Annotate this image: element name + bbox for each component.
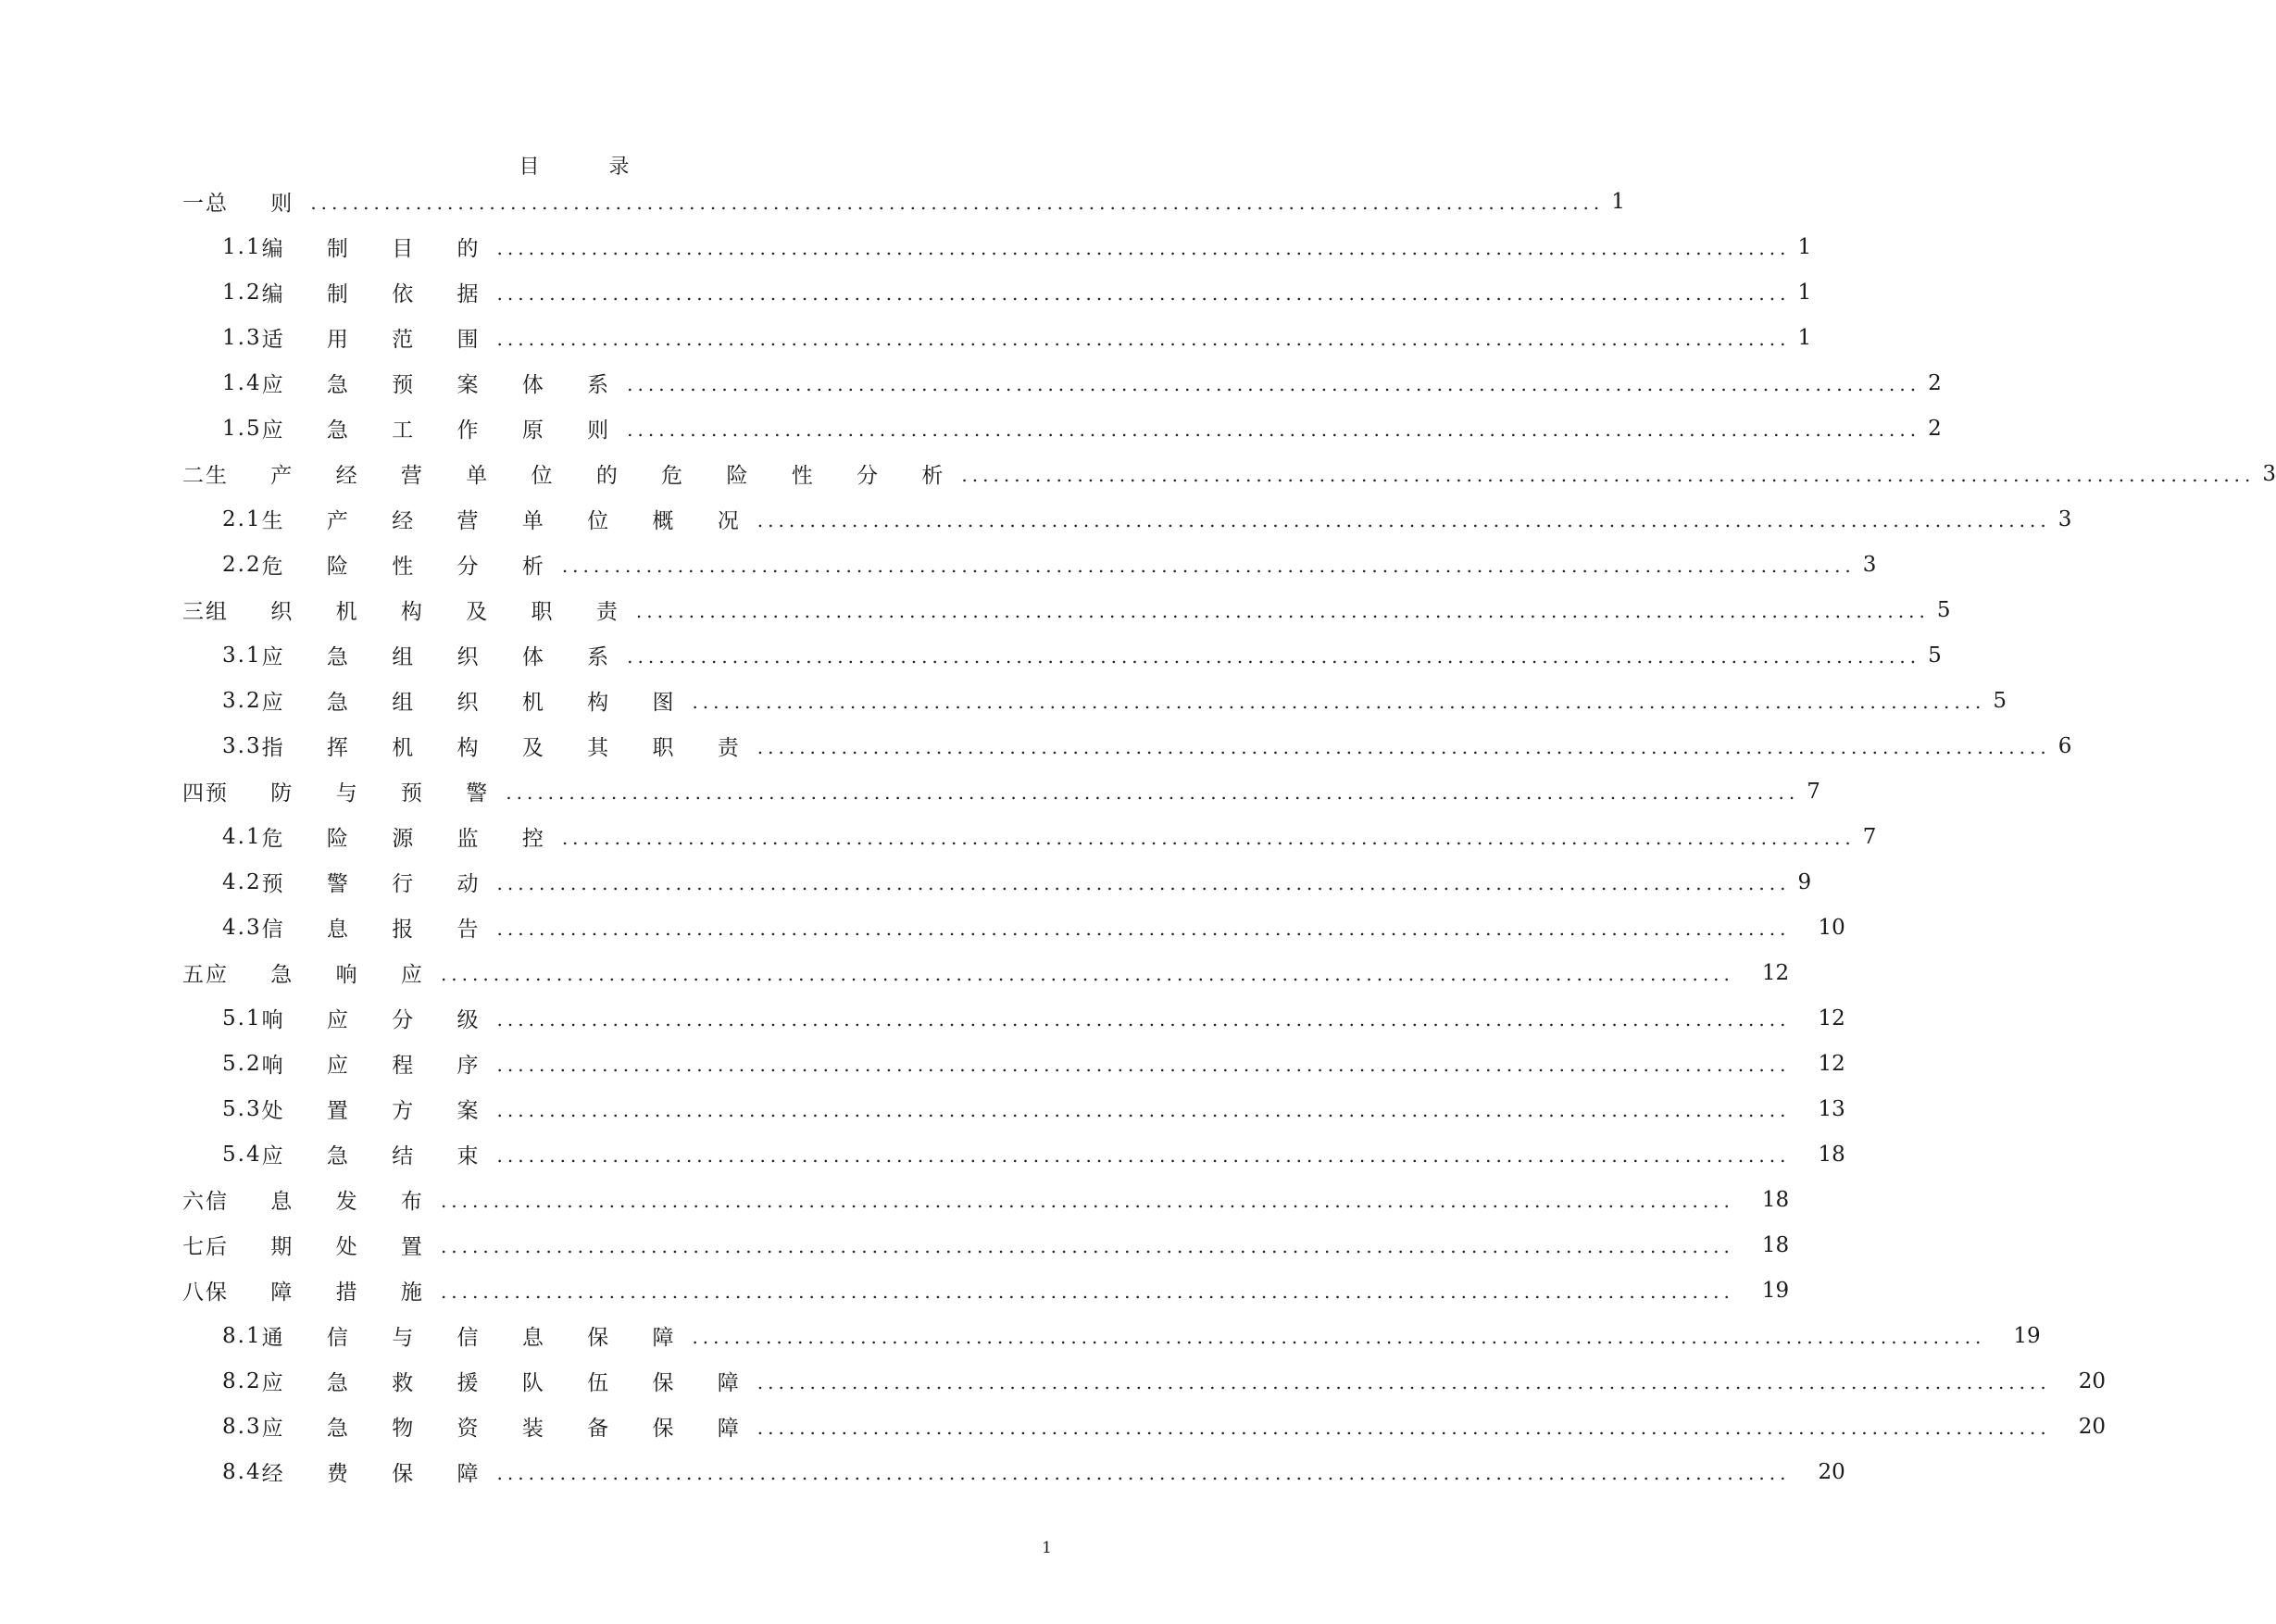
toc-entry[interactable] [0,360,1942,406]
table-of-contents [0,179,2276,1494]
toc-entry-title: 信 息 发 布 [206,1190,441,1214]
toc-entry[interactable] [0,1086,1845,1131]
toc-entry-page: 5 [1993,688,2007,713]
toc-leader-dots: ........................................................................................................................... [757,1416,2051,1439]
toc-entry-number: 1.2 [222,280,262,305]
toc-leader-dots: ........................................................................................................................... [440,962,1734,985]
toc-entry[interactable] [0,1131,1845,1177]
toc-entry[interactable] [0,768,1820,814]
toc-entry-number: 三 [182,600,206,624]
toc-entry-page: 1 [1797,234,1812,259]
toc-entry[interactable] [0,632,1942,678]
toc-leader-dots: ........................................................................................................................... [692,1325,1986,1348]
toc-leader-dots: ........................................................................................................................... [635,599,1930,622]
toc-entry-title: 响 应 分 级 [261,1008,497,1032]
toc-leader-dots: ........................................................................................................................... [496,871,1791,894]
toc-entry-page: 3 [2057,506,2072,531]
toc-entry-page: 20 [2078,1368,2107,1393]
toc-leader-dots: ........................................................................................................................... [627,372,1921,395]
toc-entry-title: 应 急 响 应 [206,963,441,987]
toc-entry-page: 5 [1928,643,1942,668]
toc-entry[interactable] [0,451,2276,496]
toc-entry-page: 12 [1818,1006,1845,1031]
toc-entry-page: 9 [1797,869,1812,894]
toc-entry-page: 12 [1761,960,1790,985]
toc-entry[interactable] [0,1449,1845,1494]
toc-entry-page: 10 [1818,915,1845,940]
toc-leader-dots: ........................................................................................................................... [757,1370,2051,1393]
toc-entry-page: 20 [2078,1414,2107,1439]
toc-leader-dots: ........................................................................................................................... [496,1143,1791,1167]
toc-entry[interactable] [0,1358,2107,1404]
toc-leader-dots: ........................................................................................................................... [757,508,2051,531]
toc-entry-title: 应 急 工 作 原 则 [261,418,628,443]
toc-entry[interactable] [0,269,1812,315]
toc-entry-page: 3 [2262,461,2276,486]
toc-entry-title: 指 挥 机 构 及 其 职 责 [261,736,757,760]
toc-entry-number: 五 [182,963,206,987]
toc-entry-title: 组 织 机 构 及 职 责 [206,600,636,624]
toc-entry-number: 一 [182,192,206,216]
toc-entry-title: 预 警 行 动 [261,872,497,896]
toc-entry-number: 4.1 [222,824,262,849]
toc-entry-number: 5.2 [222,1051,262,1076]
toc-entry[interactable] [0,1177,1790,1222]
toc-entry[interactable] [0,723,2072,768]
toc-entry-number: 1.3 [222,325,262,350]
toc-leader-dots: ........................................................................................................................... [627,418,1921,441]
toc-entry-number: 3.2 [222,688,262,713]
toc-entry-number: 1.5 [222,416,262,441]
toc-entry[interactable] [0,587,1951,632]
toc-entry-title: 响 应 程 序 [261,1054,497,1078]
toc-entry-page: 18 [1818,1142,1845,1167]
toc-entry-number: 2.1 [222,506,262,531]
toc-entry-number: 八 [182,1280,206,1305]
toc-entry-number: 2.2 [222,552,262,577]
toc-entry[interactable] [0,406,1942,451]
toc-leader-dots: ........................................................................................................................... [496,1098,1791,1121]
toc-entry-page: 7 [1862,824,1877,849]
toc-entry-title: 预 防 与 预 警 [206,781,506,806]
toc-entry-title: 通 信 与 信 息 保 障 [261,1326,693,1350]
toc-leader-dots: ........................................................................................................................... [440,1234,1734,1257]
toc-entry-number: 8.1 [222,1323,262,1348]
toc-entry-title: 应 急 物 资 装 备 保 障 [261,1417,757,1441]
toc-entry[interactable] [0,859,1812,905]
toc-entry[interactable] [0,542,1877,587]
toc-entry[interactable] [0,905,1845,950]
toc-entry-page: 7 [1807,779,1820,804]
toc-entry-page: 20 [1818,1459,1845,1484]
toc-leader-dots: ........................................................................................................................... [961,463,2256,486]
toc-leader-dots: ........................................................................................................................... [440,1189,1734,1212]
toc-entry-number: 1.4 [222,370,262,395]
toc-entry-number: 8.4 [222,1459,262,1484]
toc-entry-number: 1.1 [222,234,262,259]
toc-leader-dots: ........................................................................................................................... [506,781,1800,804]
toc-entry-title: 应 急 组 织 体 系 [261,645,628,669]
toc-entry-title: 编 制 依 据 [261,282,497,306]
toc-leader-dots: ........................................................................................................................... [496,281,1791,305]
toc-entry-title: 处 置 方 案 [261,1099,497,1123]
toc-leader-dots: ........................................................................................................................... [496,1461,1791,1484]
toc-entry-number: 8.2 [222,1368,262,1393]
toc-entry[interactable] [0,1222,1790,1268]
toc-leader-dots: ........................................................................................................................... [496,236,1791,259]
toc-entry-page: 6 [2057,733,2072,758]
toc-entry-title: 危 险 性 分 析 [261,555,562,579]
toc-entry-number: 8.3 [222,1414,262,1439]
toc-leader-dots: ........................................................................................................................... [561,826,1856,849]
toc-entry-number: 4.2 [222,869,262,894]
toc-entry[interactable] [0,995,1845,1041]
toc-entry-title: 生 产 经 营 单 位 概 况 [261,509,757,533]
toc-entry-number: 5.4 [222,1142,262,1167]
toc-entry-title: 应 急 组 织 机 构 图 [261,691,693,715]
toc-entry-page: 1 [1797,325,1812,350]
toc-entry-number: 3.1 [222,643,262,668]
toc-entry-number: 六 [182,1190,206,1214]
toc-entry[interactable] [0,315,1812,360]
toc-entry[interactable] [0,224,1812,269]
toc-entry-page: 5 [1936,597,1951,622]
toc-entry-title: 编 制 目 的 [261,237,497,261]
toc-entry-number: 四 [182,781,206,806]
toc-entry[interactable] [0,1041,1845,1086]
toc-title: 目 录 [519,156,661,179]
toc-leader-dots: ........................................................................................................................... [561,554,1856,577]
toc-entry-page: 1 [1797,280,1812,305]
toc-entry-title: 应 急 结 束 [261,1144,497,1168]
toc-entry-title: 适 用 范 围 [261,328,497,352]
toc-entry-number: 七 [182,1235,206,1259]
toc-entry-number: 二 [182,464,206,488]
toc-leader-dots: ........................................................................................................................... [627,644,1921,668]
toc-leader-dots: ........................................................................................................................... [496,1007,1791,1031]
toc-entry[interactable] [0,678,2007,723]
toc-entry-page: 2 [1928,370,1942,395]
toc-entry-title: 危 险 源 监 控 [261,827,562,851]
toc-entry-title: 经 费 保 障 [261,1462,497,1486]
toc-entry-title: 保 障 措 施 [206,1280,441,1305]
toc-entry-page: 1 [1611,189,1625,214]
toc-leader-dots: ........................................................................................................................... [496,327,1791,350]
toc-leader-dots: ........................................................................................................................... [440,1280,1734,1303]
toc-leader-dots: ........................................................................................................................... [757,735,2051,758]
page-number: 1 [1042,1539,1052,1557]
toc-entry-title: 后 期 处 置 [206,1235,441,1259]
toc-leader-dots: ........................................................................................................................... [496,917,1791,940]
toc-leader-dots: ........................................................................................................................... [692,690,1986,713]
toc-entry-page: 18 [1761,1187,1790,1212]
toc-entry[interactable] [0,496,2072,542]
toc-entry-page: 12 [1818,1051,1845,1076]
toc-leader-dots: ........................................................................................................................... [310,191,1605,214]
toc-entry-number: 3.3 [222,733,262,758]
toc-entry-page: 19 [2013,1323,2041,1348]
toc-entry[interactable] [0,950,1790,995]
toc-entry-page: 13 [1818,1096,1845,1121]
toc-entry[interactable] [0,1404,2107,1449]
toc-entry-title: 总 则 [206,192,311,216]
toc-entry-number: 5.3 [222,1096,262,1121]
toc-entry-page: 3 [1862,552,1877,577]
toc-entry-title: 应 急 预 案 体 系 [261,373,628,397]
toc-entry[interactable] [0,179,1625,224]
toc-entry-number: 5.1 [222,1006,262,1031]
toc-entry-title: 信 息 报 告 [261,918,497,942]
toc-entry-page: 18 [1761,1232,1790,1257]
toc-entry-title: 生 产 经 营 单 位 的 危 险 性 分 析 [206,464,962,488]
toc-entry-page: 19 [1761,1278,1790,1303]
toc-entry-number: 4.3 [222,915,262,940]
toc-entry-page: 2 [1928,416,1942,441]
toc-entry[interactable] [0,1313,2041,1358]
toc-entry[interactable] [0,814,1877,859]
toc-leader-dots: ........................................................................................................................... [496,1053,1791,1076]
toc-entry-title: 应 急 救 援 队 伍 保 障 [261,1371,757,1395]
toc-entry[interactable] [0,1268,1790,1313]
